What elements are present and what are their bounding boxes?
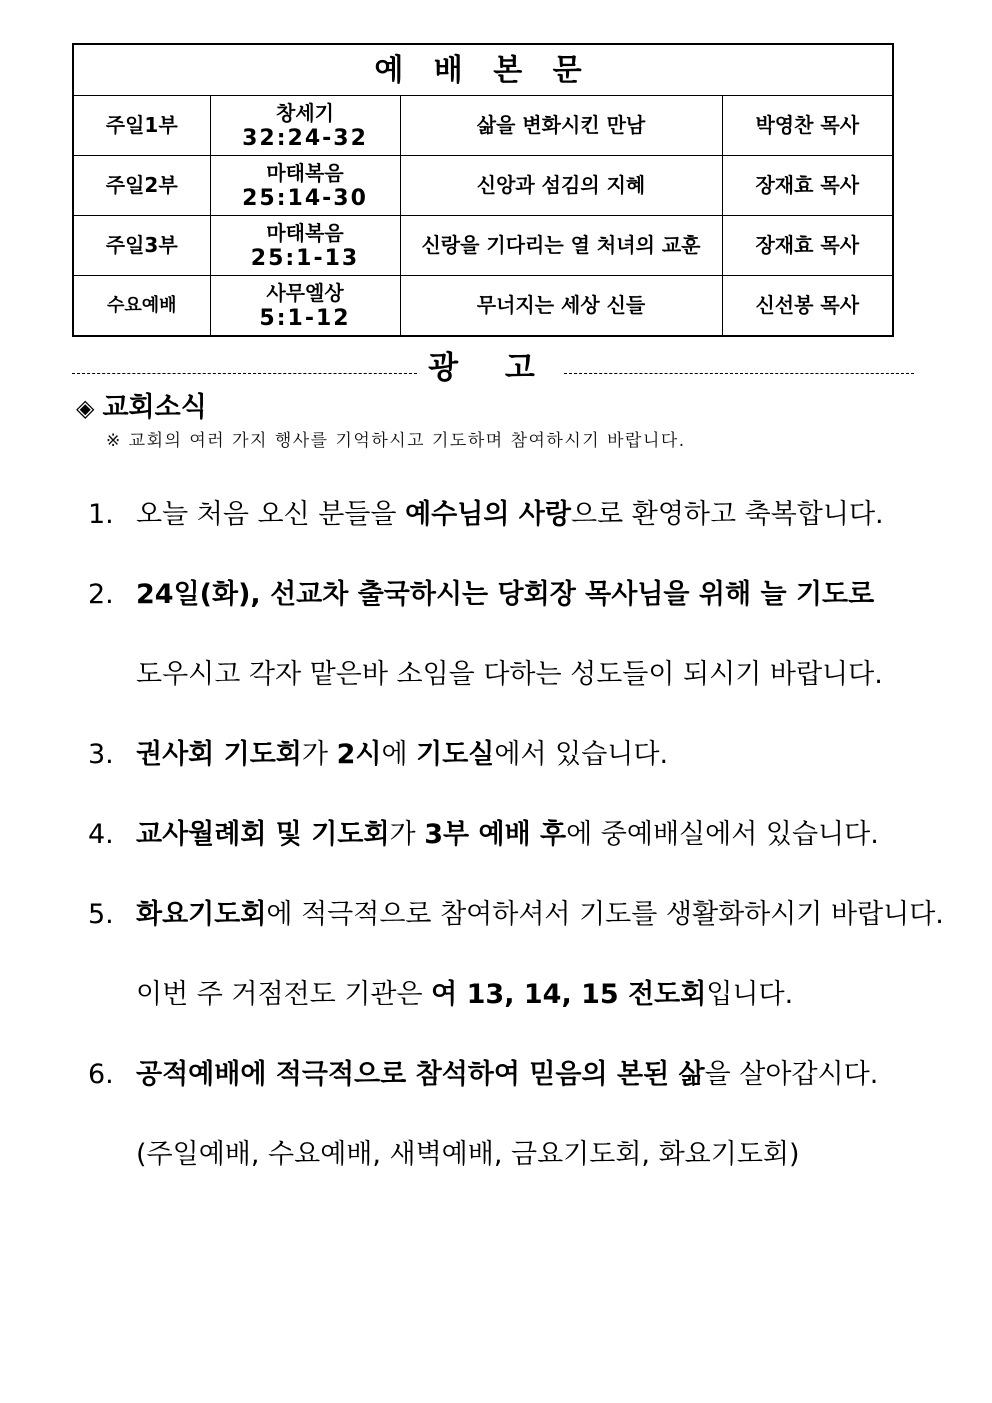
dashed-divider [564,373,914,374]
item-emphasis: 여 13, 14, 15 전도회 [431,979,707,1010]
item-emphasis: 공적예배에 적극적으로 참석하여 믿음의 본된 삶 [136,1059,705,1090]
scripture [210,216,400,276]
item-emphasis: 화요기도회 [136,899,267,930]
table-row [73,276,893,337]
section-title: 교회소식 [102,392,207,423]
preacher: 신선봉 목사 [722,276,893,337]
sermon-title: 신앙과 섬김의 지혜 [400,156,722,216]
announcement-item [88,1055,878,1095]
item-text: 오늘 처음 오신 분들을 [136,499,406,530]
item-emphasis: 24일(화), 선교차 출국하시는 당회장 목사님을 위해 늘 기도로 [136,579,875,610]
section-heading [76,390,207,426]
item-text: 가 [301,739,337,770]
item-continuation [136,975,793,1015]
scripture-book: 사무엘상 [266,280,344,305]
item-text: 으로 환영하고 축복합니다. [570,499,884,530]
service-name: 수요예배 [73,276,210,337]
item-continuation: (주일예배, 수요예배, 새벽예배, 금요기도회, 화요기도회) [136,1139,800,1170]
section-note: ※ 교회의 여러 가지 행사를 기억하시고 기도하며 참여하시기 바랍니다. [106,431,686,451]
service-name: 주일1부 [73,96,210,156]
item-number: 5. [88,899,114,930]
item-text: 에 중예배실에서 있습니다. [566,819,879,850]
announcement-item [88,895,944,935]
table-row [73,96,893,156]
announcement-item [88,735,668,775]
item-emphasis: 3부 예배 후 [424,819,567,850]
diamond-bullet-icon: ◈ [76,394,95,422]
item-number: 4. [88,819,114,850]
announcements-header [72,348,914,388]
scripture [210,156,400,216]
item-number: 2. [88,579,114,610]
item-emphasis: 교사월례회 및 기도회 [136,819,390,850]
scripture-ref: 25:1-13 [250,245,360,271]
item-text: 입니다. [706,979,794,1010]
item-emphasis: 2시 [336,739,382,770]
item-emphasis: 기도실 [416,739,495,770]
sermon-title: 신랑을 기다리는 열 처녀의 교훈 [400,216,722,276]
item-number: 6. [88,1059,114,1090]
table-header-row [73,44,893,96]
table-row [73,156,893,216]
scripture-ref: 32:24-32 [242,125,368,151]
preacher: 장재효 목사 [722,216,893,276]
scripture-book: 마태복음 [266,220,344,245]
scripture-book: 마태복음 [266,160,344,185]
item-text: 을 살아갑시다. [704,1059,879,1090]
preacher: 박영찬 목사 [722,96,893,156]
announcement-item [88,495,884,535]
item-text: 이번 주 거점전도 기관은 [136,979,432,1010]
schedule-title: 예 배 본 문 [73,44,893,96]
announcement-item [88,815,879,855]
announcement-item [88,575,874,615]
table-row [73,216,893,276]
service-name: 주일2부 [73,156,210,216]
dashed-divider [72,373,417,374]
item-emphasis: 권사회 기도회 [136,739,302,770]
sermon-title: 삶을 변화시킨 만남 [400,96,722,156]
item-text: 에 적극적으로 참여하셔서 기도를 생활화하시기 바랍니다. [266,899,944,930]
scripture [210,96,400,156]
scripture-ref: 5:1-12 [259,305,351,331]
service-name: 주일3부 [73,216,210,276]
item-emphasis: 예수님의 사랑 [405,499,571,530]
item-text: 에서 있습니다. [494,739,669,770]
item-continuation: 도우시고 각자 맡은바 소임을 다하는 성도들이 되시기 바랍니다. [136,659,883,690]
scripture-book: 창세기 [276,100,334,125]
sermon-title: 무너지는 세상 신들 [400,276,722,337]
item-text: 에 [381,739,417,770]
sermon-schedule-table [72,43,894,337]
item-text: 가 [389,819,425,850]
scripture [210,276,400,337]
item-number: 1. [88,499,114,530]
item-number: 3. [88,739,114,770]
scripture-ref: 25:14-30 [242,185,368,211]
announcements-title: 광 고 [428,350,553,386]
preacher: 장재효 목사 [722,156,893,216]
